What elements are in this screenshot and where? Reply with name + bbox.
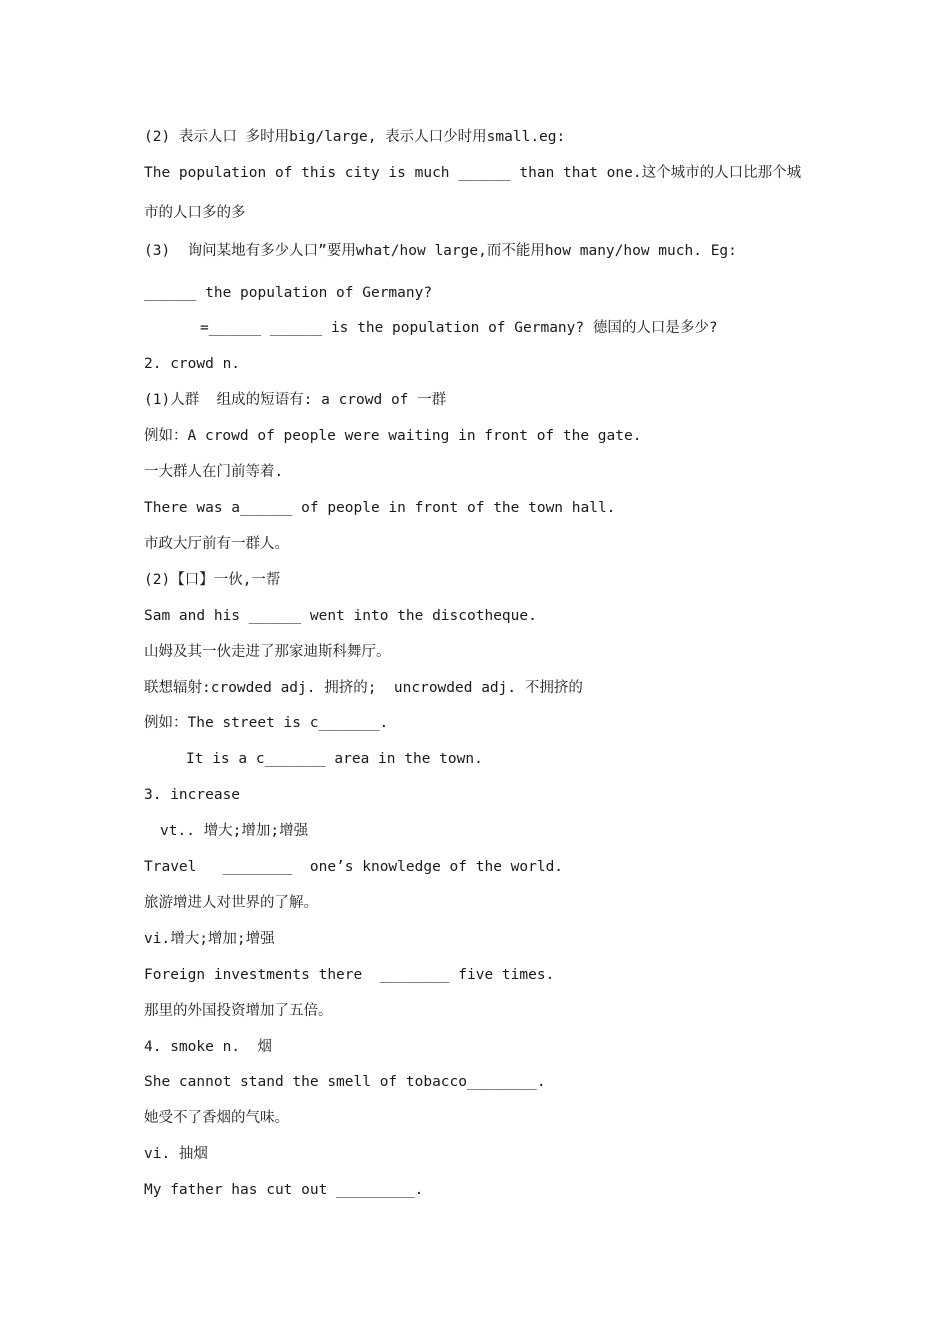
crowded-example-2: It is a c_______ area in the town. (186, 751, 483, 767)
increase-vi-sense: vi.增大;增加;增强 (144, 931, 275, 947)
increase-vt-example-en: Travel ________ one’s knowledge of the world. (144, 859, 564, 875)
crowd-sense-2: (2)【口】一伙,一帮 (144, 572, 281, 588)
crowd-sense-1: (1)人群 组成的短语有: a crowd of 一群 (144, 392, 447, 408)
note-population-size: (2) 表示人口 多时用big/large, 表示人口少时用small.eg: (144, 129, 566, 145)
smoke-vi-sense: vi. 抽烟 (144, 1146, 208, 1162)
note-population-question: (3) 询问某地有多少人口”要用what/how large,而不能用how many/how much. Eg: (144, 243, 737, 259)
smoke-vi-example-en: My father has cut out _________. (144, 1182, 424, 1198)
crowd-example-en: 例如：A crowd of people were waiting in front of the gate. (144, 428, 642, 444)
heading-increase: 3. increase (144, 787, 241, 803)
increase-vt-example-zh: 旅游增进人对世界的了解。 (144, 895, 318, 911)
crowd-example-zh: 一大群人在门前等着. (144, 464, 284, 480)
smoke-n-example-en: She cannot stand the smell of tobacco________. (144, 1074, 546, 1090)
crowd-exercise-en: There was a______ of people in front of the town hall. (144, 500, 616, 516)
increase-vt-sense: vt.. 增大;增加;增强 (160, 823, 309, 839)
heading-crowd: 2. crowd n. (144, 356, 241, 372)
crowd-exercise-zh: 市政大厅前有一群人。 (144, 536, 289, 552)
smoke-n-example-zh: 她受不了香烟的气味。 (144, 1110, 289, 1126)
crowd-related-words: 联想辐射:crowded adj. 拥挤的; uncrowded adj. 不拥挤的 (144, 680, 583, 696)
exercise-germany-2: =______ ______ is the population of Germany? 德国的人口是多少? (200, 320, 718, 336)
crowd-exercise-2-en: Sam and his ______ went into the discotheque. (144, 608, 537, 624)
crowded-example-1: 例如：The street is c_______. (144, 715, 389, 731)
crowd-exercise-2-zh: 山姆及其一伙走进了那家迪斯科舞厅。 (144, 644, 391, 660)
exercise-germany-1: ______ the population of Germany? (144, 285, 433, 301)
heading-smoke: 4. smoke n. 烟 (144, 1039, 272, 1055)
increase-vi-example-en: Foreign investments there ________ five times. (144, 967, 555, 983)
increase-vi-example-zh: 那里的外国投资增加了五倍。 (144, 1003, 333, 1019)
example-population-city: The population of this city is much ______ than that one.这个城市的人口比那个城市的人口多的多 (144, 165, 802, 221)
